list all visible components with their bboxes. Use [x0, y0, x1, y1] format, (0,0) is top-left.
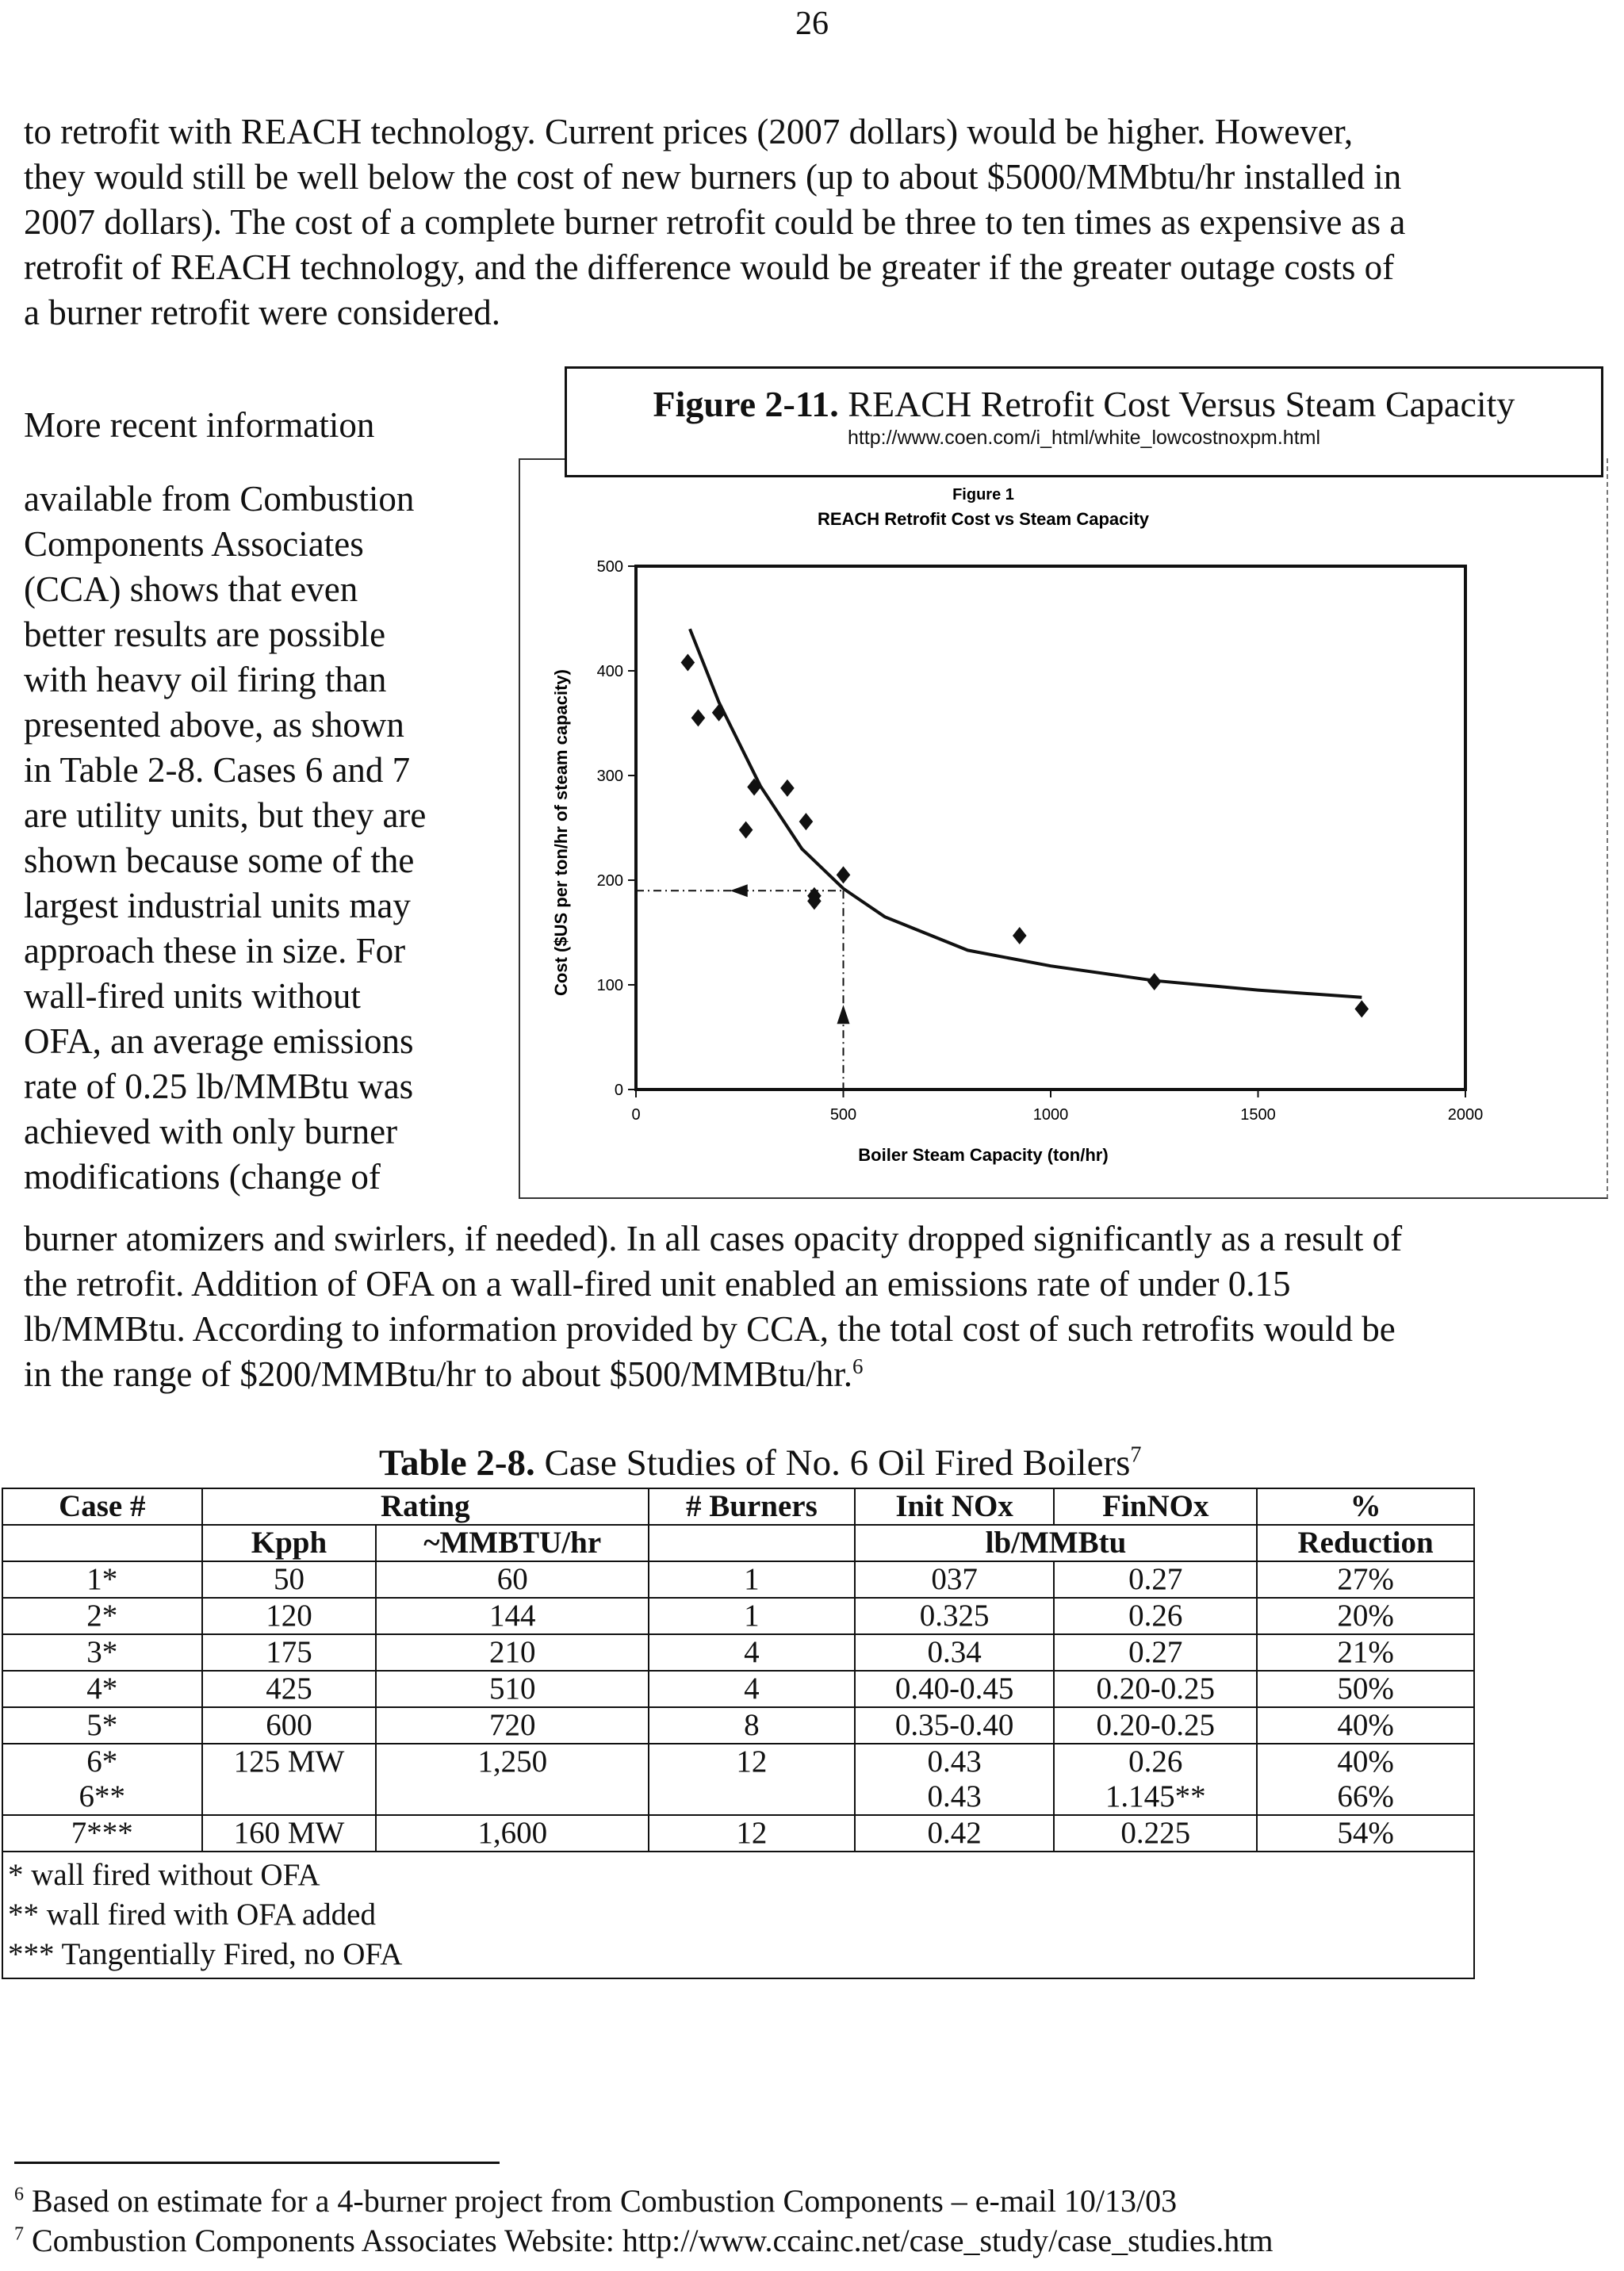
footnote-ref: 7: [1130, 1442, 1142, 1468]
header-nox-unit: lb/MMBtu: [855, 1525, 1257, 1561]
text-line: approach these in size. For: [24, 931, 406, 971]
value-line: 0.26: [1128, 1744, 1183, 1779]
chart-title: REACH Retrofit Cost vs Steam Capacity: [817, 509, 1150, 529]
text-line: the retrofit. Addition of OFA on a wall-fired unit enabled an emissions rate of under 0.15: [24, 1264, 1291, 1304]
x-tick-label: 1000: [1032, 1106, 1069, 1124]
cell-kpph: 160 MW: [202, 1815, 377, 1852]
text-line: shown because some of the: [24, 841, 415, 880]
cell-reduction: 40%: [1257, 1707, 1474, 1744]
data-points: [681, 653, 1369, 1017]
header-case: Case #: [2, 1488, 202, 1525]
text-line: with heavy oil firing than: [24, 660, 387, 699]
cell-case: [2, 1744, 202, 1815]
cell-init-nox: 0.34: [855, 1634, 1055, 1671]
table-note: * wall fired without OFA: [8, 1858, 320, 1892]
y-tick-label: 200: [596, 872, 623, 890]
footnote: [14, 2222, 1273, 2259]
footnote-text: Combustion Components Associates Website: http://www.ccainc.net/case_study/case_studies.htm: [32, 2223, 1274, 2258]
cell-fin-nox: 0.27: [1054, 1561, 1257, 1598]
header-rating: Rating: [202, 1488, 649, 1525]
x-tick-label: 0: [631, 1106, 641, 1124]
table-row: [2, 1744, 1474, 1815]
table-notes: [2, 1852, 1474, 1978]
figure-caption-box: [565, 366, 1603, 477]
table-title-text: Case Studies of No. 6 Oil Fired Boilers: [544, 1442, 1131, 1484]
text-line: lb/MMBtu. According to information provided by CCA, the total cost of such retrofits would be: [24, 1309, 1396, 1349]
text-line: Components Associates: [24, 524, 364, 564]
x-tick-label: 500: [829, 1106, 857, 1124]
data-point-marker: [681, 653, 695, 671]
cell-fin-nox: [1054, 1744, 1257, 1815]
cell-case: 4*: [2, 1671, 202, 1707]
text-line: achieved with only burner: [24, 1112, 398, 1151]
trend-curve: [690, 629, 1362, 998]
footnote-mark: 7: [14, 2223, 24, 2245]
continued-paragraph: [24, 1216, 1610, 1397]
chart-annotation: [636, 884, 850, 1090]
data-point-marker: [691, 709, 706, 726]
footnote: [14, 2182, 1177, 2219]
cell-burners: 12: [649, 1815, 855, 1852]
value-line: 1.145**: [1105, 1779, 1206, 1813]
table-row: [2, 1671, 1474, 1707]
text-line: More recent information: [24, 405, 375, 445]
cell-case: 7***: [2, 1815, 202, 1852]
text-line: they would still be well below the cost of new burners (up to about $5000/MMbtu/hr installed in: [24, 157, 1402, 197]
cell-mmbtu: 510: [376, 1671, 649, 1707]
table-header-row: [2, 1488, 1474, 1525]
y-tick-label: 500: [596, 558, 623, 576]
cell-reduction: 50%: [1257, 1671, 1474, 1707]
cell-init-nox: 0.42: [855, 1815, 1055, 1852]
header-init-nox: Init NOx: [855, 1488, 1055, 1525]
case-studies-table: [2, 1488, 1475, 1979]
text-line: a burner retrofit were considered.: [24, 293, 500, 332]
text-line: [24, 1352, 1610, 1397]
text-line: in Table 2-8. Cases 6 and 7: [24, 750, 411, 790]
header-kpph: Kpph: [202, 1525, 377, 1561]
intro-paragraph: [24, 109, 1610, 335]
cell-init-nox: 0.325: [855, 1598, 1055, 1634]
cell-mmbtu: 1,250: [376, 1744, 649, 1815]
text-line: OFA, an average emissions: [24, 1021, 414, 1061]
text-line: presented above, as shown: [24, 705, 404, 745]
cell-kpph: 600: [202, 1707, 377, 1744]
cell-init-nox: 037: [855, 1561, 1055, 1598]
cell-mmbtu: 210: [376, 1634, 649, 1671]
text-line: modifications (change of: [24, 1157, 381, 1197]
cell-burners: 8: [649, 1707, 855, 1744]
cell-kpph: 125 MW: [202, 1744, 377, 1815]
cell-burners: 4: [649, 1671, 855, 1707]
data-point-marker: [780, 779, 795, 797]
text-line: 2007 dollars). The cost of a complete burner retrofit could be three to ten times as expensive as a: [24, 202, 1406, 242]
data-point-marker: [1013, 927, 1027, 944]
case-line: 6**: [79, 1779, 126, 1813]
text-line-content: in the range of $200/MMBtu/hr to about $500/MMBtu/hr.: [24, 1354, 852, 1394]
table-subheader-row: [2, 1525, 1474, 1561]
text-line: burner atomizers and swirlers, if needed). In all cases opacity dropped significantly as a result of: [24, 1219, 1403, 1258]
cell-reduction: [1257, 1744, 1474, 1815]
table-note: *** Tangentially Fired, no OFA: [8, 1937, 403, 1971]
y-tick-label: 100: [596, 977, 623, 994]
case-line: 6*: [86, 1744, 118, 1779]
y-tick-label: 300: [596, 768, 623, 785]
cell-case: 1*: [2, 1561, 202, 1598]
data-point-marker: [837, 866, 851, 883]
cell-mmbtu: 720: [376, 1707, 649, 1744]
plot-area: [636, 566, 1465, 1090]
figure-title: REACH Retrofit Cost Versus Steam Capacity: [848, 384, 1515, 424]
y-axis-label: Cost ($US per ton/hr of steam capacity): [551, 669, 571, 996]
text-line: better results are possible: [24, 615, 386, 654]
data-point-marker: [712, 704, 726, 722]
header-reduction: Reduction: [1257, 1525, 1474, 1561]
x-axis-ticks: [631, 1090, 1483, 1124]
cell-reduction: 54%: [1257, 1815, 1474, 1852]
table-row: [2, 1598, 1474, 1634]
footnote-ref: 6: [852, 1354, 864, 1378]
table-notes-row: [2, 1852, 1474, 1978]
x-tick-label: 1500: [1240, 1106, 1276, 1124]
cell-fin-nox: 0.225: [1054, 1815, 1257, 1852]
x-tick-label: 2000: [1447, 1106, 1484, 1124]
cell-fin-nox: 0.20-0.25: [1054, 1671, 1257, 1707]
chart-inner-label: Figure 1: [952, 486, 1014, 504]
cell-burners: 4: [649, 1634, 855, 1671]
table-row: [2, 1561, 1474, 1598]
cell-kpph: 425: [202, 1671, 377, 1707]
figure-caption-title: [567, 383, 1601, 425]
cell-case: 3*: [2, 1634, 202, 1671]
header-mmbtu: ~MMBTU/hr: [376, 1525, 649, 1561]
cell-reduction: 20%: [1257, 1598, 1474, 1634]
header-burners: # Burners: [649, 1488, 855, 1525]
subheader-empty: [2, 1525, 202, 1561]
cell-burners: 1: [649, 1598, 855, 1634]
arrow-left-icon: [730, 884, 748, 897]
data-point-marker: [799, 813, 814, 830]
table-row: [2, 1707, 1474, 1744]
y-tick-label: 400: [596, 663, 623, 680]
text-line: wall-fired units without: [24, 976, 361, 1016]
table-title: [379, 1442, 1142, 1484]
reach-cost-chart: [520, 477, 1605, 1196]
footnote-text: Based on estimate for a 4-burner project from Combustion Components – e-mail 10/13/03: [32, 2183, 1178, 2219]
cell-fin-nox: 0.20-0.25: [1054, 1707, 1257, 1744]
data-point-marker: [1147, 973, 1162, 990]
x-axis-label: Boiler Steam Capacity (ton/hr): [858, 1145, 1109, 1165]
cell-reduction: 21%: [1257, 1634, 1474, 1671]
value-line: 0.43: [927, 1744, 982, 1779]
footnote-divider: [14, 2162, 500, 2164]
y-tick-label: 0: [614, 1082, 623, 1099]
text-line: to retrofit with REACH technology. Current prices (2007 dollars) would be higher. However,: [24, 112, 1354, 151]
cell-init-nox: 0.35-0.40: [855, 1707, 1055, 1744]
figure-label: Figure 2-11.: [653, 384, 839, 424]
footnote-mark: 6: [14, 2184, 24, 2205]
cell-fin-nox: 0.26: [1054, 1598, 1257, 1634]
cell-kpph: 50: [202, 1561, 377, 1598]
cell-kpph: 175: [202, 1634, 377, 1671]
value-line: 0.43: [927, 1779, 982, 1813]
figure-url: http://www.coen.com/i_html/white_lowcostnoxpm.html: [847, 427, 1321, 449]
cell-mmbtu: 60: [376, 1561, 649, 1598]
cell-init-nox: 0.40-0.45: [855, 1671, 1055, 1707]
cell-mmbtu: 144: [376, 1598, 649, 1634]
table-row: [2, 1815, 1474, 1852]
page-number: 26: [795, 6, 829, 42]
cell-kpph: 120: [202, 1598, 377, 1634]
cell-fin-nox: 0.27: [1054, 1634, 1257, 1671]
cell-case: 5*: [2, 1707, 202, 1744]
side-paragraph: [24, 403, 515, 1200]
cell-init-nox: [855, 1744, 1055, 1815]
value-line: 66%: [1337, 1779, 1394, 1813]
text-line: largest industrial units may: [24, 886, 411, 925]
text-line: available from Combustion: [24, 479, 415, 519]
cell-case: 2*: [2, 1598, 202, 1634]
cell-burners: 1: [649, 1561, 855, 1598]
y-axis-ticks: [597, 558, 636, 1099]
text-line: (CCA) shows that even: [24, 569, 358, 609]
cell-reduction: 27%: [1257, 1561, 1474, 1598]
table-row: [2, 1634, 1474, 1671]
table-label: Table 2-8.: [379, 1442, 535, 1484]
text-line: are utility units, but they are: [24, 795, 427, 835]
value-line: 40%: [1337, 1744, 1394, 1779]
header-percent: %: [1257, 1488, 1474, 1525]
table-note: ** wall fired with OFA added: [8, 1898, 376, 1932]
subheader-empty: [649, 1525, 855, 1561]
arrow-up-icon: [837, 1005, 850, 1024]
text-line: retrofit of REACH technology, and the difference would be greater if the greater outage costs of: [24, 247, 1395, 287]
header-fin-nox: FinNOx: [1054, 1488, 1257, 1525]
data-point-marker: [1354, 1000, 1369, 1017]
cell-burners: 12: [649, 1744, 855, 1815]
cell-mmbtu: 1,600: [376, 1815, 649, 1852]
data-point-marker: [739, 821, 753, 839]
text-line: rate of 0.25 lb/MMBtu was: [24, 1067, 414, 1106]
